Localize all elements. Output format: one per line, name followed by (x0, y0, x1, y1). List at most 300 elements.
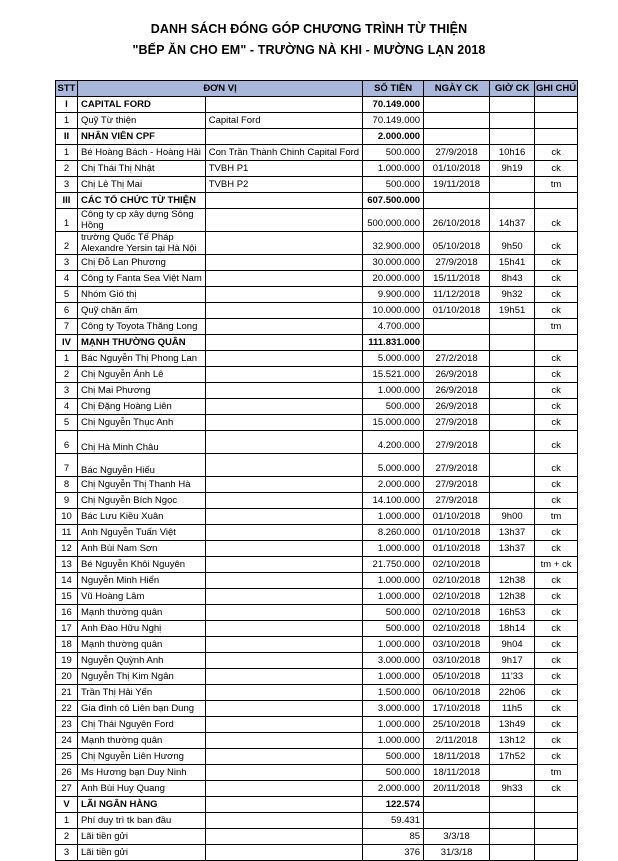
cell-stt: 16 (56, 605, 78, 621)
cell-stt: 4 (56, 271, 78, 287)
cell-date (424, 319, 490, 335)
table-body (56, 97, 578, 861)
cell-note (205, 383, 362, 399)
cell-stt: 24 (56, 733, 78, 749)
cell-time: 13h49 (490, 717, 535, 733)
cell-note (205, 367, 362, 383)
cell-name: Mạnh thường quân (78, 637, 206, 653)
cell-amount: 500.000.000 (363, 209, 424, 232)
cell-note (205, 621, 362, 637)
table-row (56, 573, 578, 589)
cell-note (205, 813, 362, 829)
cell-ghi-chu: ck (535, 749, 578, 765)
cell-name: Chị Lê Thị Mai (78, 177, 206, 193)
cell-ghi-chu: ck (535, 605, 578, 621)
cell-note (205, 573, 362, 589)
cell-name: LÃI NGÂN HÀNG (78, 797, 206, 813)
cell-note (205, 477, 362, 493)
table-row (56, 145, 578, 161)
table-row (56, 781, 578, 797)
cell-name: Anh Bùi Huy Quang (78, 781, 206, 797)
cell-amount: 1.000.000 (363, 637, 424, 653)
cell-note (205, 271, 362, 287)
cell-ghi-chu: ck (535, 621, 578, 637)
cell-amount: 70.149.000 (363, 113, 424, 129)
cell-amount: 1.000.000 (363, 573, 424, 589)
table-row (56, 765, 578, 781)
table-row (56, 557, 578, 573)
table-row (56, 319, 578, 335)
cell-stt: 3 (56, 177, 78, 193)
cell-name: Chị Mai Phương (78, 383, 206, 399)
cell-ghi-chu (535, 129, 578, 145)
cell-ghi-chu: ck (535, 477, 578, 493)
cell-time: 9h33 (490, 781, 535, 797)
cell-amount: 122.574 (363, 797, 424, 813)
cell-name: MẠNH THƯỜNG QUÂN (78, 335, 206, 351)
cell-name: Bé Nguyễn Khôi Nguyên (78, 557, 206, 573)
cell-stt: 8 (56, 477, 78, 493)
cell-amount: 500.000 (363, 399, 424, 415)
cell-date: 27/9/2018 (424, 415, 490, 431)
table-row (56, 367, 578, 383)
cell-time (490, 383, 535, 399)
cell-amount: 500.000 (363, 145, 424, 161)
cell-name: Phí duy trì tk ban đầu (78, 813, 206, 829)
cell-name: Quỹ Từ thiện (78, 113, 206, 129)
table-row (56, 454, 578, 477)
section-row (56, 797, 578, 813)
cell-date: 25/10/2018 (424, 717, 490, 733)
cell-stt: 2 (56, 232, 78, 255)
cell-time (490, 97, 535, 113)
cell-date: 17/10/2018 (424, 701, 490, 717)
cell-stt: 3 (56, 383, 78, 399)
cell-note (205, 845, 362, 861)
cell-date (424, 113, 490, 129)
cell-time: 15h41 (490, 255, 535, 271)
cell-time (490, 177, 535, 193)
table-row (56, 493, 578, 509)
cell-stt: 1 (56, 145, 78, 161)
table-row (56, 845, 578, 861)
cell-note (205, 319, 362, 335)
cell-name: Gia đình cô Liên bạn Dung (78, 701, 206, 717)
cell-date (424, 97, 490, 113)
cell-note (205, 303, 362, 319)
cell-stt: 18 (56, 637, 78, 653)
cell-date (424, 797, 490, 813)
cell-name: CÁC TỔ CHỨC TỪ THIỆN (78, 193, 206, 209)
table-row (56, 813, 578, 829)
cell-note (205, 765, 362, 781)
cell-time: 13h37 (490, 541, 535, 557)
table-row (56, 271, 578, 287)
cell-stt: 5 (56, 287, 78, 303)
table-row (56, 431, 578, 454)
cell-amount: 4.700.000 (363, 319, 424, 335)
cell-name: Lãi tiền gửi (78, 845, 206, 861)
table-row (56, 589, 578, 605)
table-header-row (56, 81, 578, 97)
cell-time (490, 845, 535, 861)
cell-stt: 2 (56, 829, 78, 845)
cell-time (490, 319, 535, 335)
cell-ghi-chu: ck (535, 733, 578, 749)
section-row (56, 97, 578, 113)
cell-amount: 15.000.000 (363, 415, 424, 431)
cell-note: TVBH P1 (205, 161, 362, 177)
table-row (56, 653, 578, 669)
cell-stt: 19 (56, 653, 78, 669)
cell-amount: 32.900.000 (363, 232, 424, 255)
cell-date (424, 129, 490, 145)
cell-stt: 17 (56, 621, 78, 637)
cell-amount: 8.260.000 (363, 525, 424, 541)
cell-ghi-chu: ck (535, 589, 578, 605)
cell-name: NHÂN VIÊN CPF (78, 129, 206, 145)
cell-amount: 14.100.000 (363, 493, 424, 509)
cell-time (490, 477, 535, 493)
cell-note (205, 287, 362, 303)
cell-date: 02/10/2018 (424, 605, 490, 621)
table-row (56, 701, 578, 717)
cell-amount: 500.000 (363, 605, 424, 621)
cell-date: 11/12/2018 (424, 287, 490, 303)
table-row (56, 303, 578, 319)
cell-ghi-chu: tm + ck (535, 557, 578, 573)
cell-stt: 1 (56, 351, 78, 367)
cell-name: Nguyễn Minh Hiển (78, 573, 206, 589)
section-row (56, 335, 578, 351)
cell-amount: 500.000 (363, 765, 424, 781)
cell-note (205, 232, 362, 255)
cell-ghi-chu: ck (535, 493, 578, 509)
table-row (56, 255, 578, 271)
cell-name: Chị Đỗ Lan Phương (78, 255, 206, 271)
cell-date: 27/9/2018 (424, 493, 490, 509)
cell-ghi-chu: ck (535, 653, 578, 669)
cell-ghi-chu: ck (535, 383, 578, 399)
cell-note (205, 605, 362, 621)
cell-date: 27/9/2018 (424, 477, 490, 493)
cell-amount: 500.000 (363, 621, 424, 637)
cell-stt: 5 (56, 415, 78, 431)
section-row (56, 193, 578, 209)
cell-stt: 25 (56, 749, 78, 765)
cell-name: CAPITAL FORD (78, 97, 206, 113)
cell-time: 9h32 (490, 287, 535, 303)
cell-ghi-chu: ck (535, 232, 578, 255)
cell-date: 27/9/2018 (424, 145, 490, 161)
cell-date: 27/2/2018 (424, 351, 490, 367)
cell-amount: 5.000.000 (363, 351, 424, 367)
cell-name: Chị Nguyễn Thị Thanh Hà (78, 477, 206, 493)
cell-note (205, 797, 362, 813)
cell-date: 26/9/2018 (424, 383, 490, 399)
cell-ghi-chu: ck (535, 255, 578, 271)
cell-amount: 607.500.000 (363, 193, 424, 209)
cell-stt: 1 (56, 209, 78, 232)
cell-amount: 3.000.000 (363, 653, 424, 669)
cell-date (424, 193, 490, 209)
cell-note (205, 209, 362, 232)
cell-ghi-chu: ck (535, 701, 578, 717)
table-row (56, 605, 578, 621)
cell-ghi-chu: ck (535, 287, 578, 303)
cell-stt: IV (56, 335, 78, 351)
cell-name: Vũ Hoàng Lâm (78, 589, 206, 605)
cell-amount: 1.000.000 (363, 669, 424, 685)
cell-stt: 11 (56, 525, 78, 541)
cell-ghi-chu (535, 845, 578, 861)
cell-amount: 59.431 (363, 813, 424, 829)
cell-amount: 4.200.000 (363, 431, 424, 454)
cell-stt: 4 (56, 399, 78, 415)
table-row (56, 509, 578, 525)
cell-ghi-chu: ck (535, 161, 578, 177)
table-row (56, 669, 578, 685)
cell-amount: 500.000 (363, 177, 424, 193)
cell-note (205, 749, 362, 765)
cell-name: Anh Bùi Nam Sơn (78, 541, 206, 557)
cell-time: 22h06 (490, 685, 535, 701)
cell-ghi-chu: ck (535, 209, 578, 232)
cell-date: 01/10/2018 (424, 303, 490, 319)
cell-name: Công ty Toyota Thăng Long (78, 319, 206, 335)
cell-note (205, 589, 362, 605)
cell-date: 01/10/2018 (424, 161, 490, 177)
cell-note: Capital Ford (205, 113, 362, 129)
table-row (56, 383, 578, 399)
cell-ghi-chu (535, 193, 578, 209)
cell-date: 20/11/2018 (424, 781, 490, 797)
table-row (56, 525, 578, 541)
cell-name: Nguyễn Quỳnh Anh (78, 653, 206, 669)
cell-stt: 23 (56, 717, 78, 733)
cell-stt: 2 (56, 161, 78, 177)
cell-date: 03/10/2018 (424, 637, 490, 653)
cell-date: 2/11/2018 (424, 733, 490, 749)
cell-amount: 20.000.000 (363, 271, 424, 287)
cell-name: trường Quốc Tế Pháp Alexandre Yersin tại Hà Nội (78, 232, 206, 255)
cell-amount: 30.000.000 (363, 255, 424, 271)
table-row (56, 351, 578, 367)
table-row (56, 829, 578, 845)
cell-date: 01/10/2018 (424, 541, 490, 557)
cell-date (424, 335, 490, 351)
cell-stt: 15 (56, 589, 78, 605)
cell-date: 27/9/2018 (424, 255, 490, 271)
cell-stt: 9 (56, 493, 78, 509)
cell-ghi-chu (535, 797, 578, 813)
cell-ghi-chu (535, 829, 578, 845)
cell-time (490, 367, 535, 383)
cell-note (205, 717, 362, 733)
cell-date: 03/10/2018 (424, 653, 490, 669)
cell-name: Anh Đào Hữu Nghị (78, 621, 206, 637)
cell-date: 3/3/18 (424, 829, 490, 845)
cell-time: 13h37 (490, 525, 535, 541)
cell-name: Công ty Fanta Sea Việt Nam (78, 271, 206, 287)
header-so-tien: SỐ TIỀN (363, 81, 424, 97)
cell-time: 11h5 (490, 701, 535, 717)
cell-ghi-chu: ck (535, 367, 578, 383)
cell-date: 26/10/2018 (424, 209, 490, 232)
cell-time: 18h14 (490, 621, 535, 637)
cell-time: 12h38 (490, 589, 535, 605)
cell-name: Bác Nguyễn Thị Phong Lan (78, 351, 206, 367)
cell-stt: 12 (56, 541, 78, 557)
cell-name: Mạnh thường quân (78, 605, 206, 621)
cell-ghi-chu: tm (535, 177, 578, 193)
cell-date: 15/11/2018 (424, 271, 490, 287)
cell-date: 02/10/2018 (424, 621, 490, 637)
cell-amount: 3.000.000 (363, 701, 424, 717)
cell-stt: 6 (56, 303, 78, 319)
cell-time: 11'33 (490, 669, 535, 685)
cell-note (205, 557, 362, 573)
document-title: DANH SÁCH ĐÓNG GÓP CHƯƠNG TRÌNH TỪ THIỆN (150, 22, 468, 36)
cell-time (490, 415, 535, 431)
cell-time (490, 399, 535, 415)
cell-amount: 1.000.000 (363, 383, 424, 399)
cell-amount: 5.000.000 (363, 454, 424, 477)
cell-stt: 2 (56, 367, 78, 383)
cell-name: Chị Nguyễn Bích Ngọc (78, 493, 206, 509)
cell-stt: 3 (56, 845, 78, 861)
cell-date: 02/10/2018 (424, 573, 490, 589)
cell-note (205, 255, 362, 271)
table-row (56, 232, 578, 255)
cell-date: 19/11/2018 (424, 177, 490, 193)
cell-time (490, 335, 535, 351)
cell-time: 12h38 (490, 573, 535, 589)
cell-note (205, 129, 362, 145)
cell-name: Chị Thái Nguyên Ford (78, 717, 206, 733)
cell-time (490, 454, 535, 477)
cell-stt: 13 (56, 557, 78, 573)
cell-stt: V (56, 797, 78, 813)
cell-amount: 1.000.000 (363, 589, 424, 605)
cell-time: 9h04 (490, 637, 535, 653)
cell-note (205, 685, 362, 701)
cell-stt: 27 (56, 781, 78, 797)
header-don-vi: ĐƠN VỊ (78, 81, 363, 97)
cell-time (490, 493, 535, 509)
cell-ghi-chu: ck (535, 415, 578, 431)
cell-ghi-chu (535, 113, 578, 129)
donation-table (55, 80, 578, 861)
cell-name: Bé Hoàng Bách - Hoàng Hải (78, 145, 206, 161)
table-row (56, 399, 578, 415)
cell-note (205, 97, 362, 113)
cell-amount: 500.000 (363, 749, 424, 765)
cell-name: Lãi tiền gửi (78, 829, 206, 845)
cell-note: Con Trần Thành Chinh Capital Ford (205, 145, 362, 161)
cell-ghi-chu: tm (535, 765, 578, 781)
cell-name: Ms Hương bạn Duy Ninh (78, 765, 206, 781)
cell-time: 13h12 (490, 733, 535, 749)
cell-amount: 9.900.000 (363, 287, 424, 303)
cell-name: Chị Nguyễn Ánh Lê (78, 367, 206, 383)
table-row (56, 209, 578, 232)
cell-time: 19h51 (490, 303, 535, 319)
cell-date: 27/9/2018 (424, 431, 490, 454)
cell-ghi-chu: ck (535, 573, 578, 589)
cell-name: Công ty cp xây dựng Sông Hồng (78, 209, 206, 232)
cell-time (490, 557, 535, 573)
cell-ghi-chu: tm (535, 509, 578, 525)
cell-ghi-chu: ck (535, 717, 578, 733)
cell-stt: II (56, 129, 78, 145)
cell-stt: 20 (56, 669, 78, 685)
cell-amount: 2.000.000 (363, 129, 424, 145)
cell-note (205, 781, 362, 797)
cell-date: 31/3/18 (424, 845, 490, 861)
cell-name: Chị Thái Thị Nhật (78, 161, 206, 177)
cell-stt: 6 (56, 431, 78, 454)
cell-date (424, 813, 490, 829)
cell-time: 9h50 (490, 232, 535, 255)
cell-name: Nhóm Gió thị (78, 287, 206, 303)
header-ghi-chu: GHI CHÚ (535, 81, 578, 97)
cell-ghi-chu: ck (535, 685, 578, 701)
cell-time: 9h00 (490, 509, 535, 525)
cell-note (205, 351, 362, 367)
cell-date: 01/10/2018 (424, 525, 490, 541)
cell-ghi-chu (535, 813, 578, 829)
cell-date: 27/9/2018 (424, 454, 490, 477)
cell-date: 18/11/2018 (424, 765, 490, 781)
cell-stt: 1 (56, 113, 78, 129)
cell-note (205, 493, 362, 509)
cell-name: Mạnh thường quân (78, 733, 206, 749)
cell-name: Chị Hà Minh Châu (78, 431, 206, 454)
table-row (56, 113, 578, 129)
cell-date: 05/10/2018 (424, 232, 490, 255)
cell-amount: 1.000.000 (363, 161, 424, 177)
table-row (56, 541, 578, 557)
cell-amount: 1.500.000 (363, 685, 424, 701)
cell-stt: 10 (56, 509, 78, 525)
cell-ghi-chu: ck (535, 399, 578, 415)
cell-note (205, 733, 362, 749)
table-row (56, 161, 578, 177)
cell-ghi-chu: ck (535, 669, 578, 685)
cell-date: 02/10/2018 (424, 589, 490, 605)
cell-date: 26/9/2018 (424, 367, 490, 383)
cell-stt: 1 (56, 813, 78, 829)
cell-name: Anh Nguyễn Tuấn Việt (78, 525, 206, 541)
cell-note (205, 454, 362, 477)
cell-amount: 21.750.000 (363, 557, 424, 573)
table-row (56, 415, 578, 431)
cell-note (205, 653, 362, 669)
cell-time (490, 813, 535, 829)
cell-time: 9h17 (490, 653, 535, 669)
cell-time: 10h16 (490, 145, 535, 161)
cell-ghi-chu: ck (535, 145, 578, 161)
cell-note (205, 335, 362, 351)
cell-amount: 1.000.000 (363, 733, 424, 749)
cell-name: Bác Nguyễn Hiếu (78, 454, 206, 477)
cell-ghi-chu: ck (535, 271, 578, 287)
cell-stt: III (56, 193, 78, 209)
cell-time (490, 829, 535, 845)
header-ngay-ck: NGÀY CK (424, 81, 490, 97)
cell-name: Chị Nguyễn Liên Hương (78, 749, 206, 765)
